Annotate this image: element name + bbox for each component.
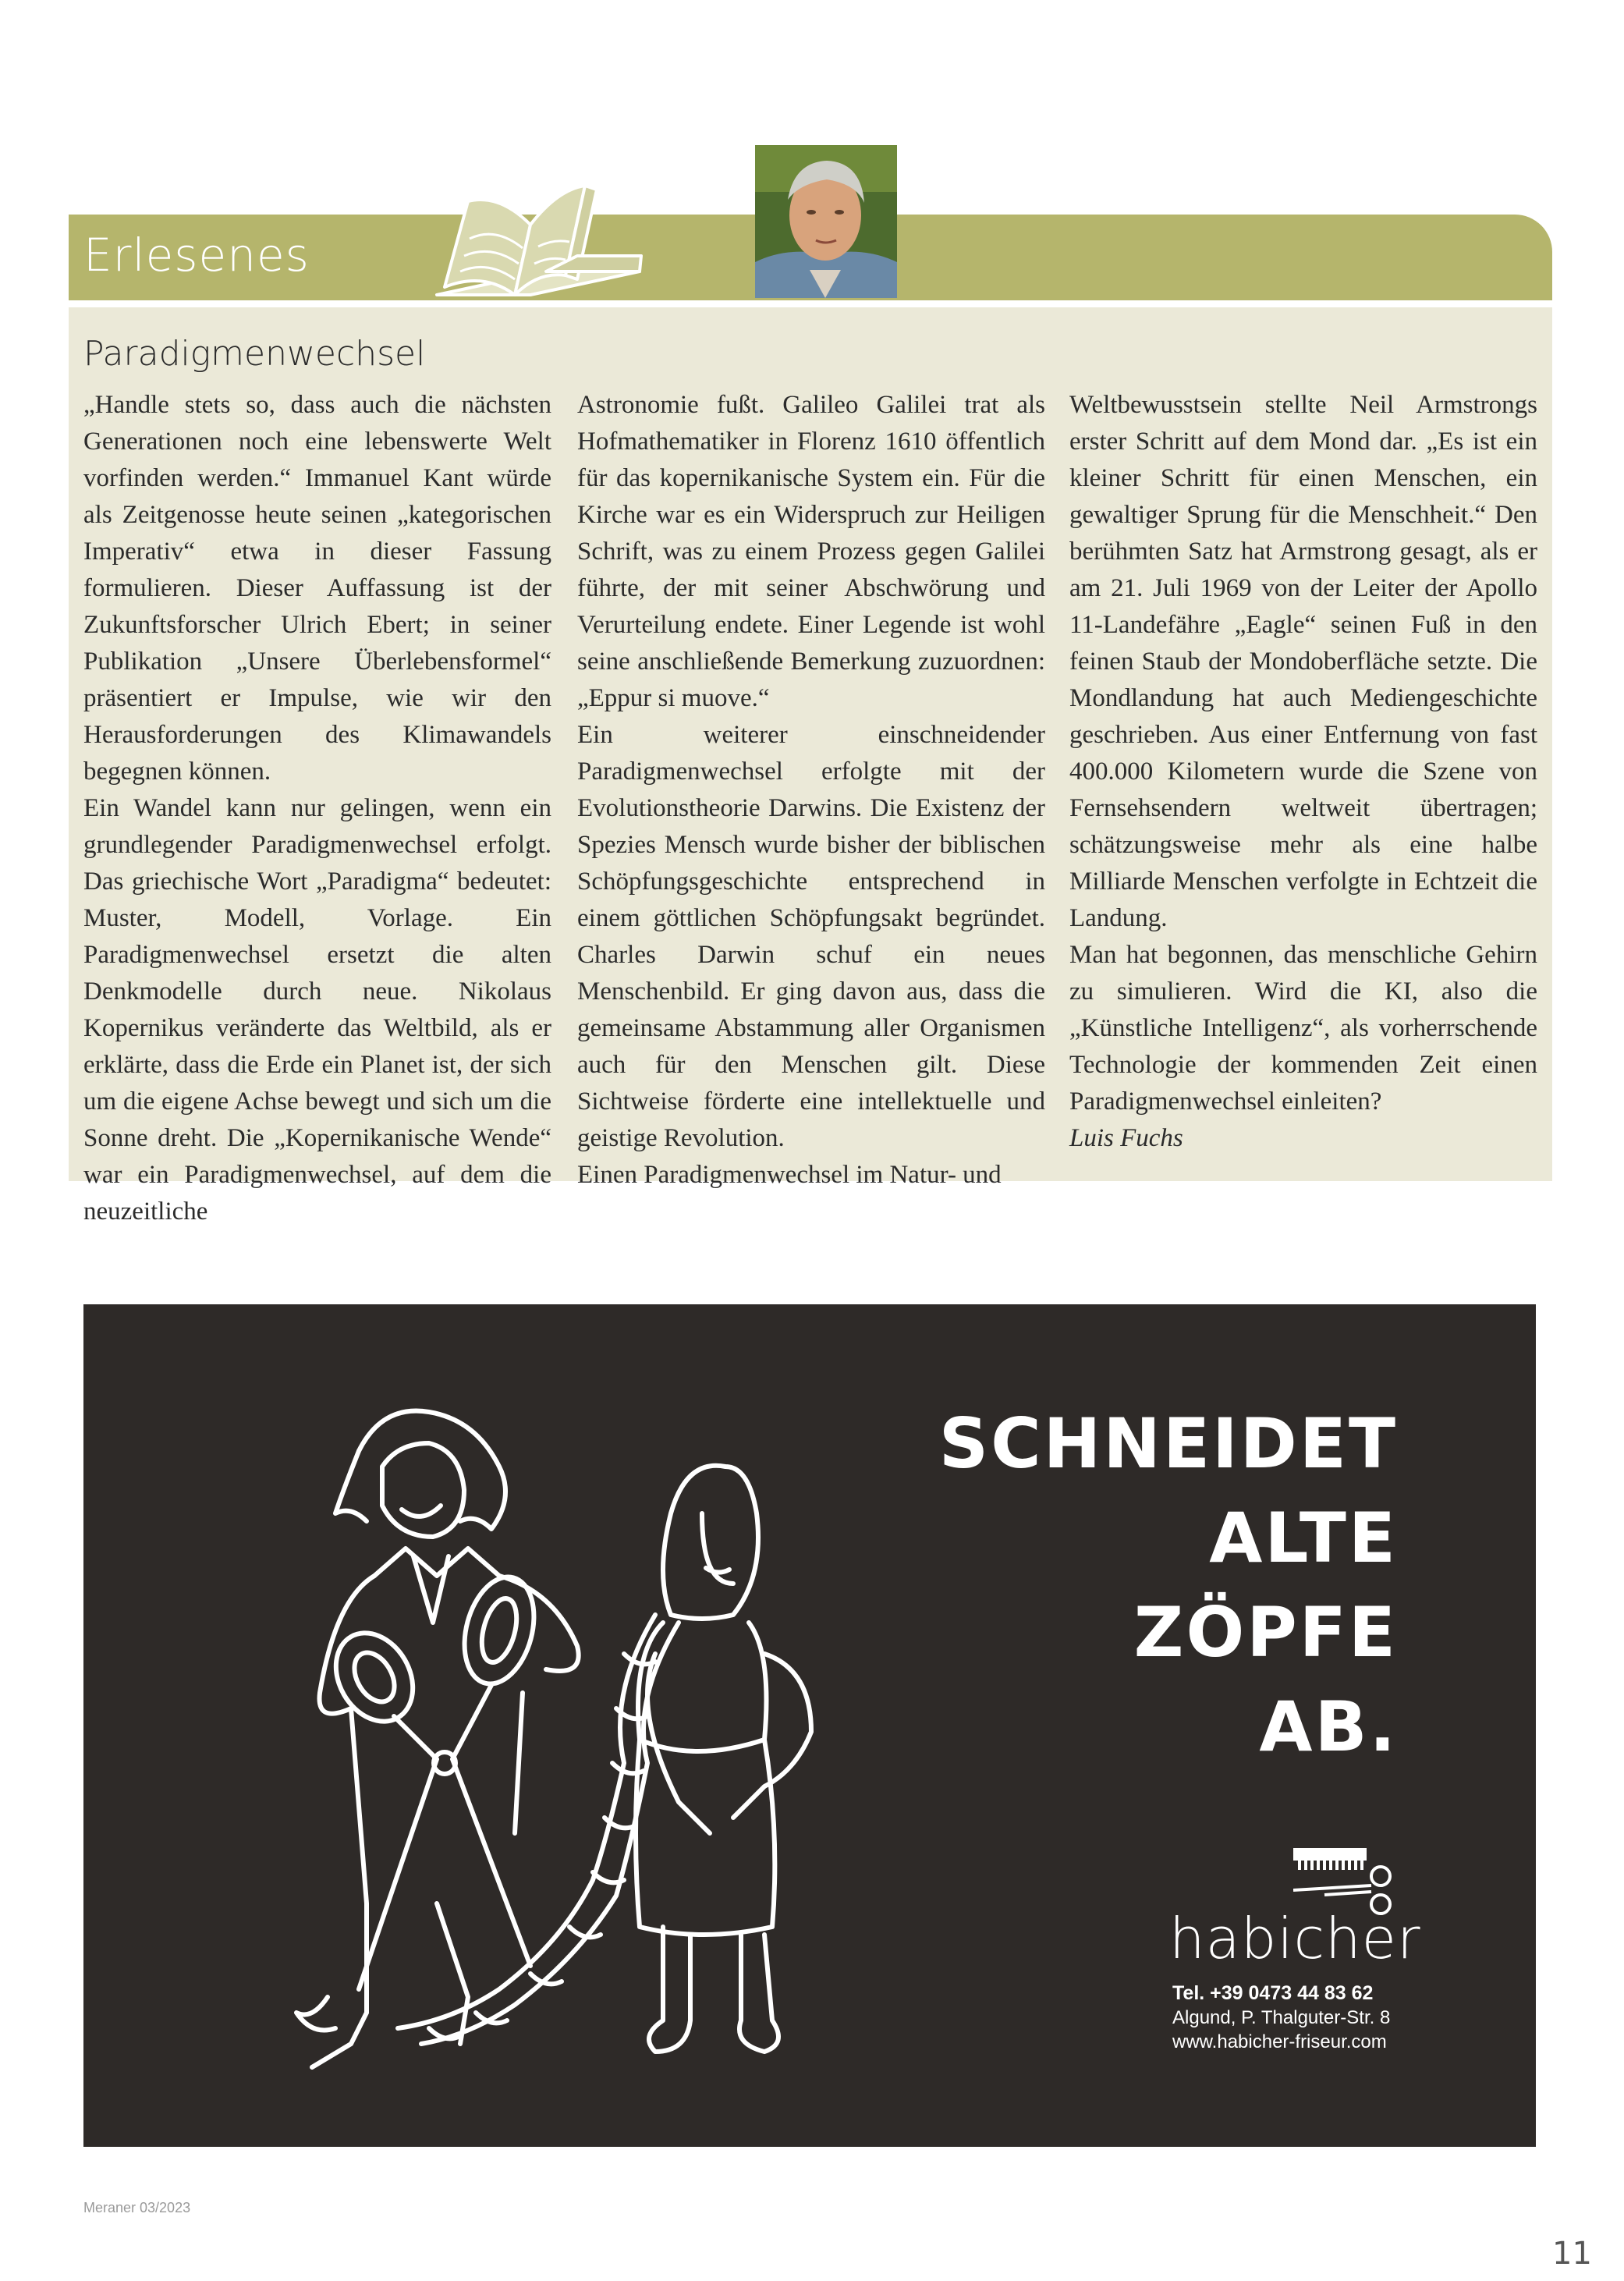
slogan-line: ZÖPFE	[1133, 1592, 1398, 1673]
contact-block	[1172, 1981, 1390, 2054]
slogan-line: SCHNEIDET	[938, 1403, 1398, 1484]
author-photo	[755, 145, 897, 298]
paragraph: „Handle stets so, dass auch die nächsten Generationen noch eine lebenswerte Welt vorfinden werden.“ Immanuel Kant würde als Zeitgenosse heute seinen „kategorischen Imperativ“ etwa in dieser Fassung formulieren. Dieser Auffassung ist der Zukunftsforscher Ulrich Ebert; in seiner Publikation „Unsere Überlebensformel“ präsentiert er Impulse, wie wir den Herausforderungen des Klimawandels begegnen können.	[83, 391, 551, 786]
website-link[interactable]: www.habicher-friseur.com	[1172, 2031, 1387, 2052]
paragraph: Ein weiterer einschneidender Paradigmenwechsel erfolgte mit der Evolutionstheorie Darwins. Die Existenz der Spezies Mensch wurde bisher der biblischen Schöpfungsgeschichte entsprechend in einem göttlichen Schöpfungsakt begründet. Charles Darwin schuf ein neues Menschenbild. Er ging davon aus, dass die gemeinsame Abstammung aller Organismen auch für den Menschen gilt. Diese Sichtweise förderte eine intellektuelle und geistige Revolution.	[577, 721, 1045, 1152]
page-number: 11	[1552, 2236, 1592, 2272]
article-column-2	[577, 387, 1045, 1194]
slogan-line: AB.	[1259, 1687, 1398, 1767]
article-column-3	[1069, 387, 1537, 1157]
section-title: Erlesenes	[83, 229, 310, 282]
paragraph: Weltbewusstsein stellte Neil Armstrongs erster Schritt auf dem Mond dar. „Es ist ein kleiner Schritt für einen Menschen, ein gewaltiger Sprung für die Menschheit.“ Den berühmten Satz hat Armstrong gesagt, als er am 21. Juli 1969 von der Leiter der Apollo 11-Landefähre „Eagle“ seinen Fuß in den feinen Staub der Mondoberfläche setzte. Die Mondlandung hat auch Mediengeschichte geschrieben. Aus einer Entfernung von fast 400.000 Kilometern wurde die Szene von Fernsehsendern weltweit übertragen; schätzungsweise mehr als eine halbe Milliarde Menschen verfolgte in Echtzeit die Landung.	[1069, 391, 1537, 932]
article-headline: Paradigmenwechsel	[83, 334, 426, 374]
paragraph: Man hat begonnen, das menschliche Gehirn zu simulieren. Wird die KI, also die „Künstliche Intelligenz“, als vorherrschende Technologie der kommenden Zeit einen Paradigmenwechsel einleiten?	[1069, 941, 1537, 1116]
paragraph: Einen Paradigmenwechsel im Natur- und	[577, 1161, 1002, 1189]
hairdresser-illustration	[265, 1396, 967, 2083]
address: Algund, P. Thalguter-Str. 8	[1172, 2007, 1391, 2028]
author-signature: Luis Fuchs	[1069, 1124, 1183, 1152]
issue-label: Meraner 03/2023	[83, 2200, 191, 2215]
paragraph: Astronomie fußt. Galileo Galilei trat als Hofmathematiker in Florenz 1610 öffentlich für das kopernikanische System ein. Für die Kirche war es ein Widerspruch zur Heiligen Schrift, was zu einem Prozess gegen Galilei führte, der mit seiner Abschwörung und Verurteilung endete. Einer Legende ist wohl seine anschließende Bemerkung zuzuordnen: „Eppur si muove.“	[577, 391, 1045, 712]
article-column-1	[83, 387, 551, 1230]
brand-logo: habicher	[1169, 1906, 1421, 1971]
slogan-line: ALTE	[1209, 1498, 1398, 1578]
phone-number: Tel. +39 0473 44 83 62	[1172, 1982, 1374, 2004]
ad-slogan	[939, 1396, 1398, 1774]
open-book-icon	[421, 178, 647, 307]
paragraph: Ein Wandel kann nur gelingen, wenn ein grundlegender Paradigmenwechsel erfolgt. Das griechische Wort „Paradigma“ bedeutet: Muster, Modell, Vorlage. Ein Paradigmenwechsel ersetzt die alten Denkmodelle durch neue. Nikolaus Kopernikus veränderte das Weltbild, als er erklärte, dass die Erde ein Planet ist, der sich um die eigene Achse bewegt und sich um die Sonne dreht. Die „Kopernikanische Wende“ war ein Paradigmenwechsel, auf dem die neuzeitliche	[83, 794, 551, 1226]
